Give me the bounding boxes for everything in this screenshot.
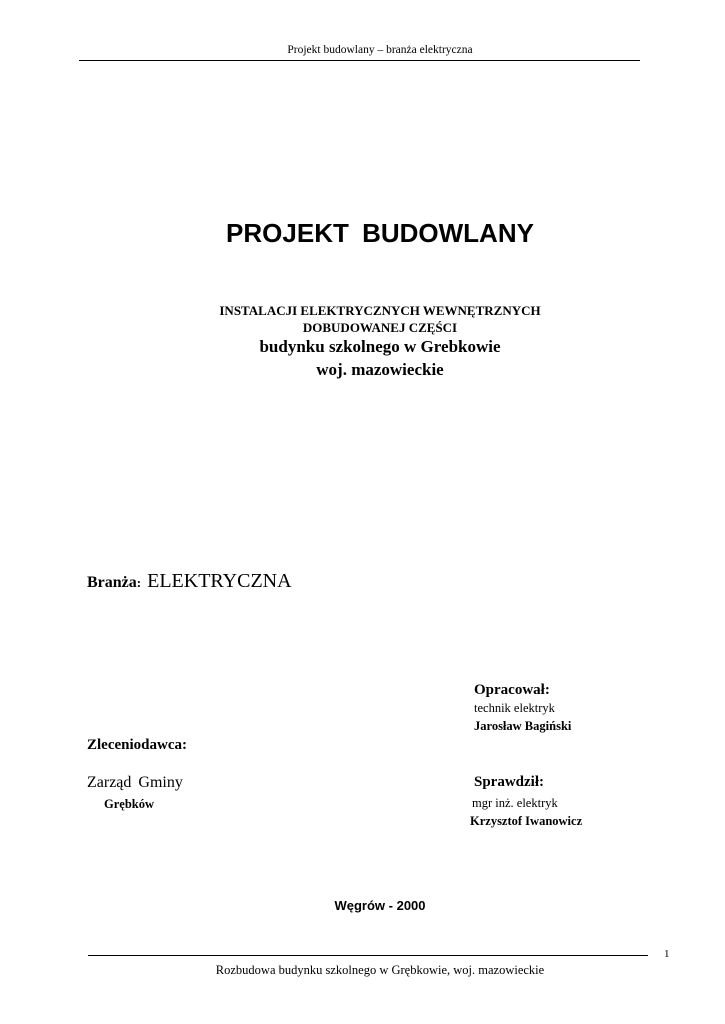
page-number: 1 — [664, 948, 670, 960]
sprawdzil-name: Krzysztof Iwanowicz — [470, 814, 583, 828]
header-rule — [79, 60, 640, 61]
subtitle-line-3: budynku szkolnego w Grebkowie — [259, 337, 501, 356]
subtitle-line-1: INSTALACJI ELEKTRYCZNYCH WEWNĘTRZNYCH — [219, 303, 541, 318]
city-year: Węgrów - 2000 — [334, 898, 426, 913]
opracowal-title: technik elektryk — [474, 701, 555, 715]
branza-value: ELEKTRYCZNA — [147, 570, 292, 592]
opracowal-label: Opracował: — [474, 682, 550, 698]
branza-colon: : — [136, 575, 142, 590]
running-header: Projekt budowlany – branża elektryczna — [287, 44, 473, 56]
sprawdzil-title: mgr inż. elektryk — [472, 796, 558, 810]
subtitle-line-4: woj. mazowieckie — [316, 360, 444, 379]
zleceniodawca-label: Zleceniodawca: — [87, 737, 187, 753]
footer-rule — [88, 955, 648, 956]
zleceniodawca-org: Zarząd Gminy — [87, 774, 183, 791]
running-footer: Rozbudowa budynku szkolnego w Grębkowie, woj. mazowieckie — [215, 963, 545, 977]
branza-section — [87, 570, 292, 593]
branza-label: Branża — [87, 574, 137, 591]
document-title: PROJEKT BUDOWLANY — [226, 218, 534, 248]
subtitle-line-2: DOBUDOWANEJ CZĘŚCI — [302, 320, 458, 335]
sprawdzil-label: Sprawdził: — [474, 774, 545, 790]
opracowal-name: Jarosław Bagiński — [474, 719, 572, 733]
zleceniodawca-place: Grębków — [104, 797, 154, 811]
